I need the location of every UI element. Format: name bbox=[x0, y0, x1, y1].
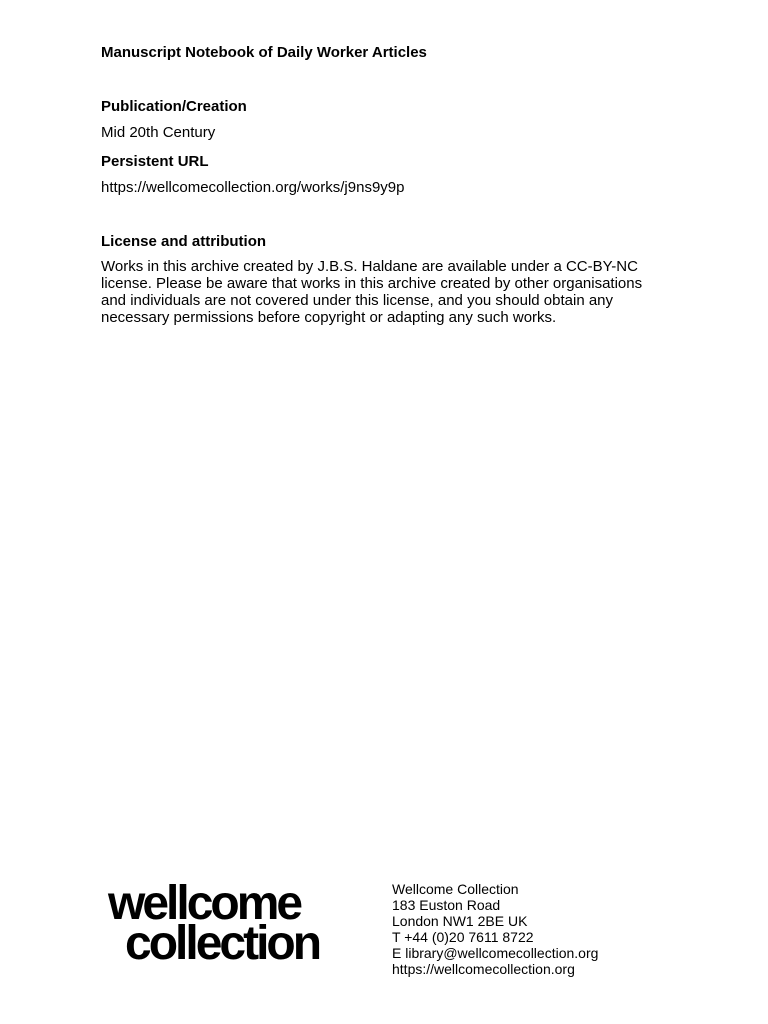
logo-line-wellcome: wellcome bbox=[108, 877, 301, 930]
address-street: 183 Euston Road bbox=[392, 897, 501, 913]
persistent-url-label: Persistent URL bbox=[101, 153, 209, 170]
document-title: Manuscript Notebook of Daily Worker Articles bbox=[101, 44, 427, 61]
publication-value: Mid 20th Century bbox=[101, 124, 216, 141]
publication-label: Publication/Creation bbox=[101, 98, 247, 115]
license-text: Works in this archive created by J.B.S. Haldane are available under a CC-BY-NC license. Please be aware that works in this archive created by other organisations and individuals are not covered under this license, and you should obtain any necessary permissions before copyright or adapting any such works. bbox=[101, 258, 643, 326]
address-email: E library@wellcomecollection.org bbox=[392, 945, 599, 961]
address-website: https://wellcomecollection.org bbox=[392, 961, 575, 977]
address-phone: T +44 (0)20 7611 8722 bbox=[392, 929, 534, 945]
wellcome-collection-logo bbox=[108, 877, 370, 976]
address-city: London NW1 2BE UK bbox=[392, 913, 528, 929]
address-name: Wellcome Collection bbox=[392, 881, 519, 897]
document-content bbox=[101, 43, 661, 326]
license-label: License and attribution bbox=[101, 233, 267, 250]
footer-address bbox=[392, 881, 692, 977]
persistent-url-value: https://wellcomecollection.org/works/j9ns9y9p bbox=[101, 179, 405, 196]
logo-line-collection: collection bbox=[125, 917, 320, 970]
